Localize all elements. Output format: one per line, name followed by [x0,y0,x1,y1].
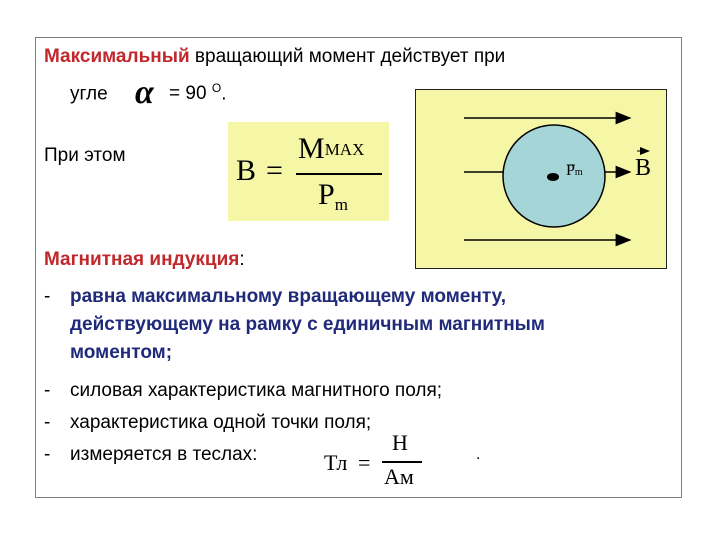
induction-formula [228,122,389,221]
bullet-3-text: характеристика одной точки поля; [70,412,372,433]
degree-mark: O [211,81,222,95]
moment-label: Pm [566,162,583,179]
field-label: B [635,155,652,181]
field-diagram [415,89,667,269]
bullet-dash-3: - [44,412,51,433]
angle-dot: . [221,83,227,105]
maximal-word: Максимальный [44,46,190,67]
tesla-formula [324,432,434,496]
tesla-numerator: Н [392,430,408,455]
denominator-sub: m [334,195,348,214]
bullet-1-line-2: действующему на рамку с единичным магнитным [70,314,545,335]
bullet-dash-2: - [44,380,51,401]
bullet-dash-1: - [44,286,51,307]
moment-dot [547,173,559,181]
intro-line [44,45,505,69]
numerator-sub: MAX [324,140,365,159]
angle-line [70,74,227,112]
bullet-dash-4: - [44,444,51,465]
trailing-dot: . [476,446,481,463]
tesla-denominator: Ам [384,464,414,489]
tesla-eq: = [358,450,371,475]
fraction-bar [296,173,382,175]
bullet-2-text: силовая характеристика магнитного поля; [70,380,443,401]
formula-eq: = [266,154,283,187]
induction-heading [44,248,245,272]
field-diagram-svg [416,90,668,270]
heading-text: Магнитная индукция [44,249,240,270]
bullet-1-line-3: моментом; [70,342,173,363]
formula-numerator [298,132,364,166]
formula-lhs: B [236,154,257,187]
angle-prefix: угле [70,83,108,105]
intro-rest: вращающий момент действует при [189,46,506,67]
numerator-main: M [298,132,325,165]
tesla-lhs: Тл [324,450,348,475]
formula-denominator [318,178,348,215]
bullet-4-text: измеряется в теслах: [70,444,258,465]
alpha-symbol: α [134,74,154,112]
denominator-main: P [318,178,335,211]
angle-value: = 90 [169,83,207,105]
pri-etom-label: При этом [44,145,126,166]
bullet-1-line-1: равна максимальному вращающему моменту, [70,286,507,307]
tesla-fraction-bar [382,461,422,463]
heading-colon: : [239,249,245,270]
